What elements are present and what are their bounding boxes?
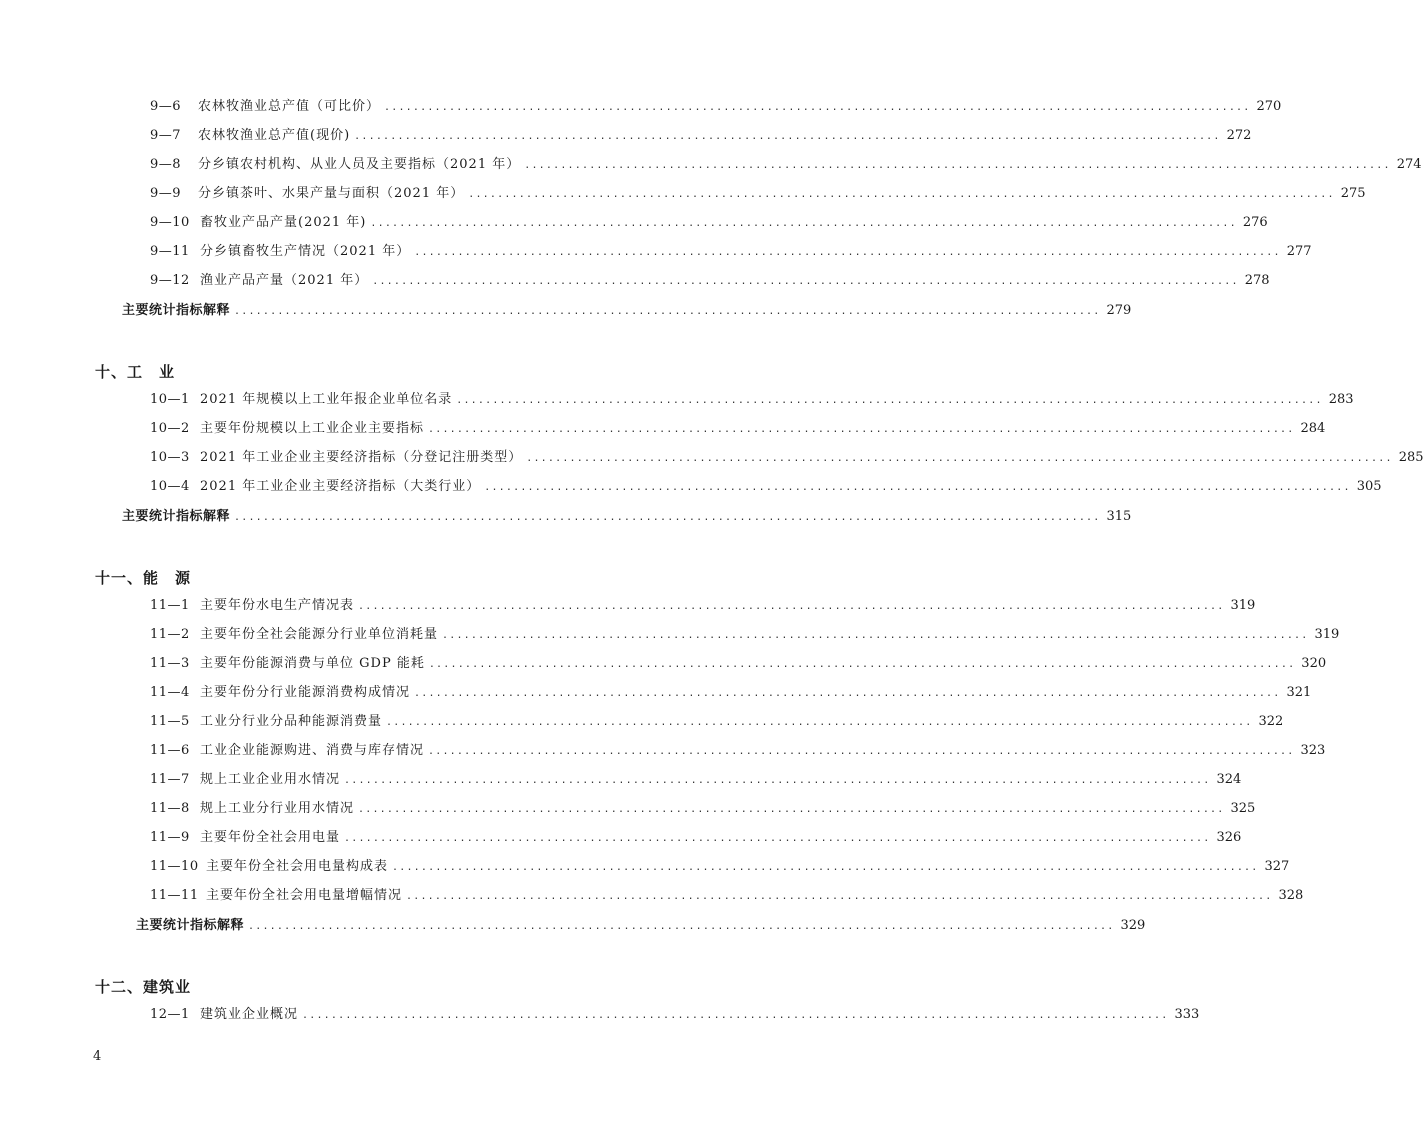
entry-title: 畜牧业产品产量(2021 年) bbox=[200, 215, 367, 230]
entry-number: 11—1 bbox=[150, 598, 190, 613]
entry-page-number: 321 bbox=[1286, 685, 1312, 700]
dot-leader: ........................................................................................................................ bbox=[524, 160, 1391, 171]
entry-page-number: 327 bbox=[1264, 859, 1290, 874]
entry-page-number: 324 bbox=[1216, 772, 1242, 787]
entry-page-number: 319 bbox=[1230, 598, 1256, 613]
entry-title: 主要统计指标解释 bbox=[122, 509, 231, 524]
entry-title: 工业企业能源购进、消费与库存情况 bbox=[200, 743, 425, 758]
entry-page-number: 285 bbox=[1398, 450, 1424, 465]
entry-title: 分乡镇畜牧生产情况（2021 年） bbox=[200, 244, 411, 259]
toc-entry-10-2[interactable] bbox=[150, 417, 1326, 437]
entry-title: 规上工业企业用水情况 bbox=[200, 772, 341, 787]
entry-number: 10—3 bbox=[150, 450, 190, 465]
dot-leader: ........................................................................................................................ bbox=[358, 601, 1225, 612]
entry-title: 主要年份规模以上工业企业主要指标 bbox=[200, 421, 425, 436]
dot-leader: ........................................................................................................................ bbox=[414, 247, 1281, 258]
entry-title: 主要年份全社会用电量增幅情况 bbox=[206, 888, 403, 903]
dot-leader: ........................................................................................................................ bbox=[428, 424, 1295, 435]
entry-title: 分乡镇农村机构、从业人员及主要指标（2021 年） bbox=[198, 157, 521, 172]
toc-entry-9-12[interactable] bbox=[150, 269, 1270, 289]
dot-leader: ........................................................................................................................ bbox=[372, 276, 1239, 287]
toc-entry-11-1[interactable] bbox=[150, 594, 1256, 614]
entry-title: 建筑业企业概况 bbox=[200, 1007, 299, 1022]
entry-page-number: 278 bbox=[1244, 273, 1270, 288]
entry-number: 11—7 bbox=[150, 772, 190, 787]
entry-title: 主要年份水电生产情况表 bbox=[200, 598, 355, 613]
entry-number: 10—2 bbox=[150, 421, 190, 436]
entry-title: 渔业产品产量（2021 年） bbox=[200, 273, 369, 288]
entry-page-number: 270 bbox=[1256, 99, 1282, 114]
entry-number: 9—12 bbox=[150, 273, 190, 288]
entry-number: 9—10 bbox=[150, 215, 190, 230]
toc-entry-9-9[interactable] bbox=[150, 182, 1366, 202]
entry-page-number: 333 bbox=[1174, 1007, 1200, 1022]
toc-entry-9-10[interactable] bbox=[150, 211, 1268, 231]
dot-leader: ........................................................................................................................ bbox=[484, 482, 1351, 493]
toc-entry-11-10[interactable] bbox=[150, 855, 1290, 875]
entry-page-number: 276 bbox=[1242, 215, 1268, 230]
entry-title: 分乡镇茶叶、水果产量与面积（2021 年） bbox=[198, 186, 465, 201]
entry-page-number: 328 bbox=[1278, 888, 1304, 903]
entry-number: 10—1 bbox=[150, 392, 190, 407]
entry-number: 11—10 bbox=[150, 859, 199, 874]
dot-leader: ........................................................................................................................ bbox=[344, 775, 1211, 786]
entry-page-number: 323 bbox=[1300, 743, 1326, 758]
entry-number: 11—11 bbox=[150, 888, 199, 903]
dot-leader: ........................................................................................................................ bbox=[370, 218, 1237, 229]
entry-page-number: 279 bbox=[1106, 303, 1132, 318]
entry-page-number: 320 bbox=[1301, 656, 1327, 671]
entry-title: 主要统计指标解释 bbox=[136, 918, 245, 933]
toc-entry-9-8[interactable] bbox=[150, 153, 1422, 173]
dot-leader: ........................................................................................................................ bbox=[414, 688, 1281, 699]
dot-leader: ........................................................................................................................ bbox=[344, 833, 1211, 844]
entry-page-number: 315 bbox=[1106, 509, 1132, 524]
entry-page-number: 283 bbox=[1328, 392, 1354, 407]
entry-page-number: 305 bbox=[1356, 479, 1382, 494]
entry-page-number: 319 bbox=[1314, 627, 1340, 642]
entry-number: 11—5 bbox=[150, 714, 190, 729]
entry-number: 11—2 bbox=[150, 627, 190, 642]
dot-leader: ........................................................................................................................ bbox=[456, 395, 1323, 406]
entry-title: 农林牧渔业总产值（可比价） bbox=[198, 99, 381, 114]
dot-leader: ........................................................................................................................ bbox=[384, 102, 1251, 113]
dot-leader: ........................................................................................................................ bbox=[354, 131, 1221, 142]
entry-page-number: 322 bbox=[1258, 714, 1284, 729]
entry-page-number: 275 bbox=[1340, 186, 1366, 201]
entry-page-number: 272 bbox=[1226, 128, 1252, 143]
toc-entry-11-11[interactable] bbox=[150, 884, 1304, 904]
entry-number: 11—3 bbox=[150, 656, 190, 671]
entry-number: 9—9 bbox=[150, 186, 182, 201]
entry-number: 10—4 bbox=[150, 479, 190, 494]
toc-entry-9-6[interactable] bbox=[150, 95, 1282, 115]
entry-page-number: 329 bbox=[1120, 918, 1146, 933]
toc-entry-11-8[interactable] bbox=[150, 797, 1256, 817]
entry-title: 2021 年工业企业主要经济指标（大类行业） bbox=[200, 479, 481, 494]
entry-number: 12—1 bbox=[150, 1007, 190, 1022]
toc-entry-11-5[interactable] bbox=[150, 710, 1284, 730]
entry-title: 2021 年工业企业主要经济指标（分登记注册类型） bbox=[200, 450, 523, 465]
entry-title: 主要统计指标解释 bbox=[122, 303, 231, 318]
toc-entry-9-7[interactable] bbox=[150, 124, 1252, 144]
entry-title: 规上工业分行业用水情况 bbox=[200, 801, 355, 816]
entry-title: 主要年份全社会能源分行业单位消耗量 bbox=[200, 627, 439, 642]
section-heading-construction: 十二、建筑业 bbox=[95, 978, 192, 996]
entry-page-number: 284 bbox=[1300, 421, 1326, 436]
toc-entry-11-4[interactable] bbox=[150, 681, 1312, 701]
entry-number: 9—11 bbox=[150, 244, 190, 259]
entry-title: 主要年份分行业能源消费构成情况 bbox=[200, 685, 411, 700]
dot-leader: ........................................................................................................................ bbox=[406, 891, 1273, 902]
dot-leader: ........................................................................................................................ bbox=[234, 306, 1101, 317]
dot-leader: ........................................................................................................................ bbox=[526, 453, 1393, 464]
dot-leader: ........................................................................................................................ bbox=[358, 804, 1225, 815]
entry-number: 9—7 bbox=[150, 128, 182, 143]
toc-entry-10-4[interactable] bbox=[150, 475, 1382, 495]
entry-number: 9—8 bbox=[150, 157, 182, 172]
toc-entry-11-9[interactable] bbox=[150, 826, 1242, 846]
dot-leader: ........................................................................................................................ bbox=[248, 921, 1115, 932]
entry-title: 工业分行业分品种能源消费量 bbox=[200, 714, 383, 729]
toc-entry-9-11[interactable] bbox=[150, 240, 1312, 260]
toc-entry-10-1[interactable] bbox=[150, 388, 1354, 408]
page-number: 4 bbox=[93, 1049, 102, 1064]
toc-entry-11-7[interactable] bbox=[150, 768, 1242, 788]
entry-title: 农林牧渔业总产值(现价) bbox=[198, 128, 351, 143]
toc-entry-12-1[interactable] bbox=[150, 1003, 1200, 1023]
toc-entry-10-3[interactable] bbox=[150, 446, 1424, 466]
entry-title: 2021 年规模以上工业年报企业单位名录 bbox=[200, 392, 453, 407]
entry-title: 主要年份全社会用电量构成表 bbox=[206, 859, 389, 874]
toc-entry-explain-11[interactable] bbox=[136, 914, 1146, 934]
entry-number: 11—4 bbox=[150, 685, 190, 700]
entry-number: 11—6 bbox=[150, 743, 190, 758]
entry-number: 11—9 bbox=[150, 830, 190, 845]
dot-leader: ........................................................................................................................ bbox=[442, 630, 1309, 641]
toc-entry-11-6[interactable] bbox=[150, 739, 1326, 759]
toc-entry-11-3[interactable] bbox=[150, 652, 1327, 672]
toc-entry-11-2[interactable] bbox=[150, 623, 1340, 643]
entry-number: 9—6 bbox=[150, 99, 182, 114]
toc-entry-explain-9[interactable] bbox=[122, 299, 1132, 319]
entry-number: 11—8 bbox=[150, 801, 190, 816]
dot-leader: ........................................................................................................................ bbox=[234, 512, 1101, 523]
dot-leader: ........................................................................................................................ bbox=[428, 746, 1295, 757]
dot-leader: ........................................................................................................................ bbox=[468, 189, 1335, 200]
section-heading-energy: 十一、能 源 bbox=[95, 569, 192, 587]
dot-leader: ........................................................................................................................ bbox=[302, 1010, 1169, 1021]
section-heading-industry: 十、工 业 bbox=[95, 363, 176, 381]
dot-leader: ........................................................................................................................ bbox=[392, 862, 1259, 873]
dot-leader: ........................................................................................................................ bbox=[428, 659, 1296, 670]
toc-entry-explain-10[interactable] bbox=[122, 505, 1132, 525]
entry-title: 主要年份全社会用电量 bbox=[200, 830, 341, 845]
entry-page-number: 277 bbox=[1286, 244, 1312, 259]
entry-page-number: 325 bbox=[1230, 801, 1256, 816]
entry-title: 主要年份能源消费与单位 GDP 能耗 bbox=[200, 656, 425, 671]
entry-page-number: 274 bbox=[1396, 157, 1422, 172]
dot-leader: ........................................................................................................................ bbox=[386, 717, 1253, 728]
entry-page-number: 326 bbox=[1216, 830, 1242, 845]
